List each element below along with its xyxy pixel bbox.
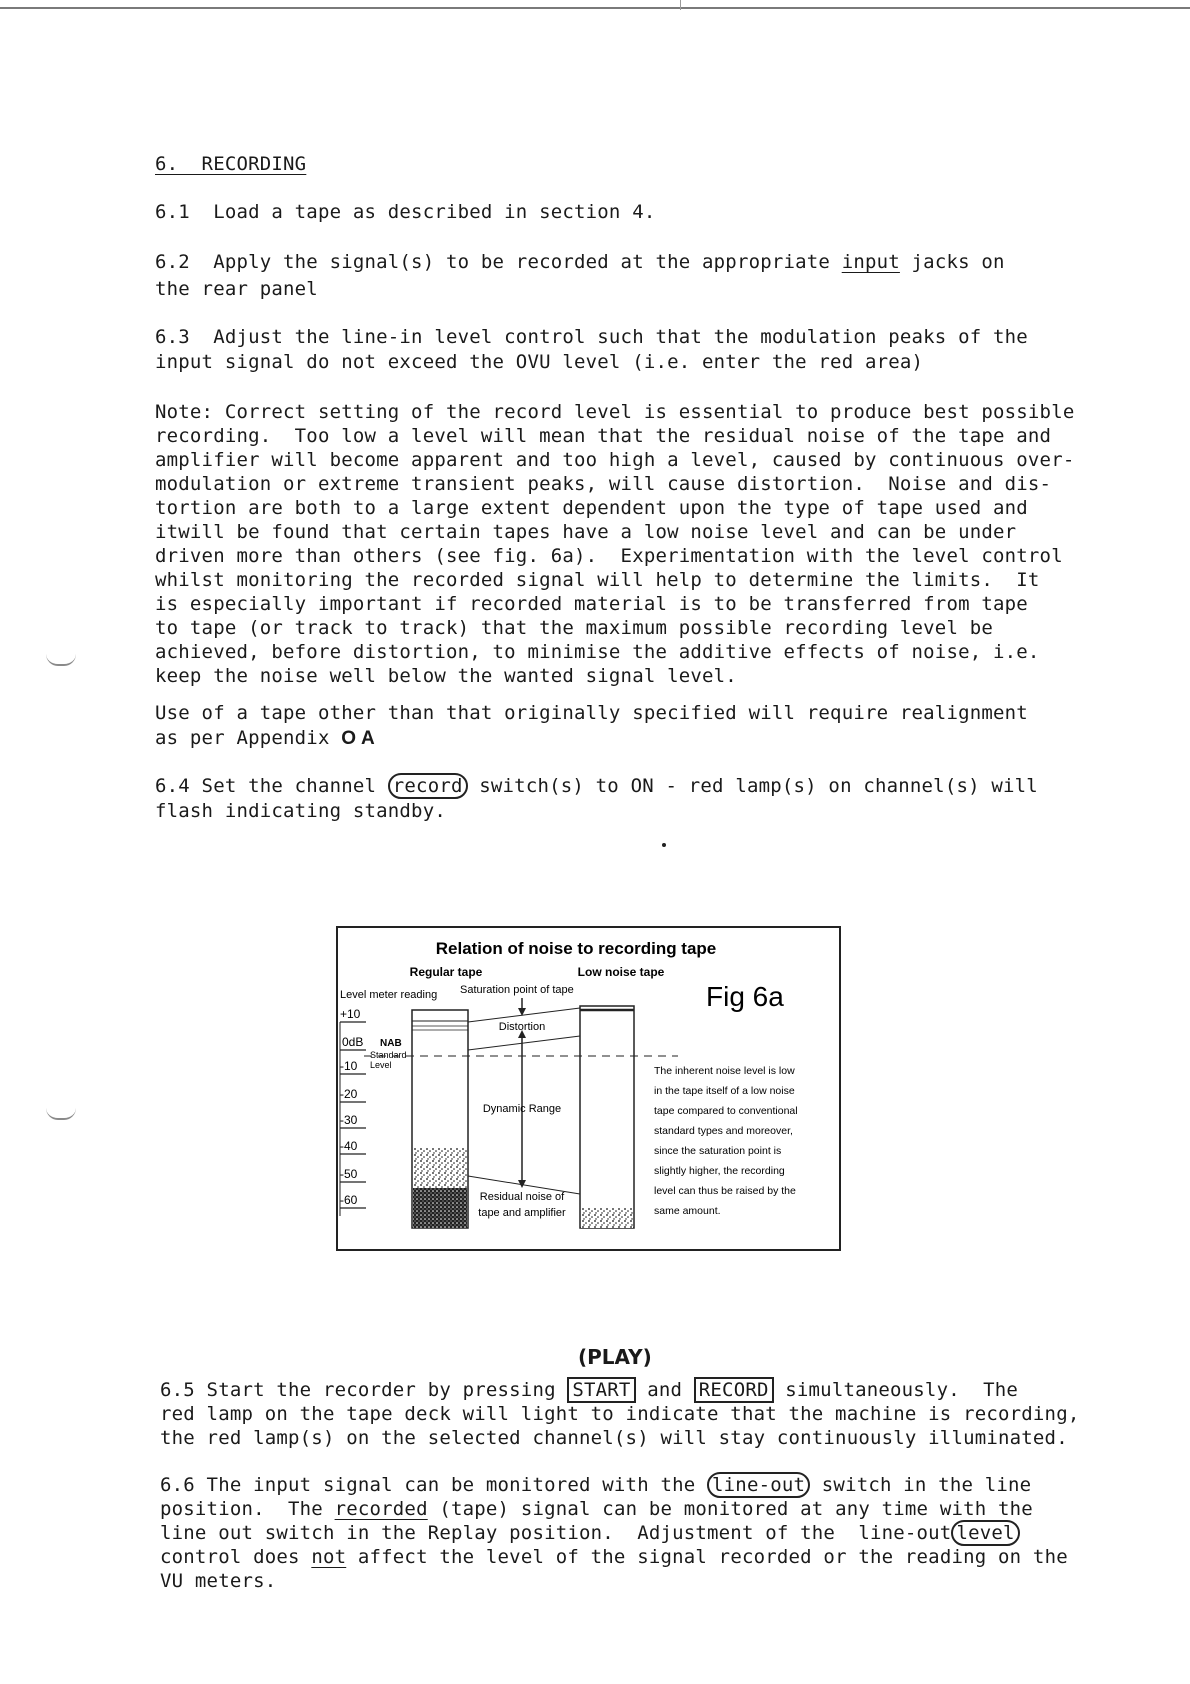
- step-6-5-and: and: [635, 1379, 694, 1401]
- figure-6a-diagram: [336, 926, 841, 1251]
- input-underlined: input: [841, 251, 900, 273]
- note-line: driven more than others (see fig. 6a). Experimentation with the level control: [155, 545, 1063, 567]
- step-6-5-line-2: red lamp on the tape deck will light to indicate that the machine is recording,: [160, 1403, 1080, 1425]
- recorded-underlined: recorded: [334, 1498, 428, 1520]
- scan-top-edge: [0, 7, 1190, 9]
- step-6-4-line-1: [155, 774, 1038, 798]
- appendix-reference: O A: [341, 728, 375, 749]
- note-line: to tape (or track to track) that the maximum possible recording level be: [155, 617, 994, 639]
- figure-caption-line: since the saturation point is: [654, 1145, 782, 1157]
- level-control-oval: level: [951, 1520, 1019, 1546]
- line-out-switch-oval: line-out: [707, 1472, 810, 1498]
- figure-title: Relation of noise to recording tape: [435, 939, 717, 958]
- scale-label: -10: [340, 1059, 358, 1073]
- scale-label: -30: [340, 1113, 358, 1127]
- step-6-5-line-1: [160, 1378, 1018, 1402]
- step-6-3-line-2: input signal do not exceed the OVU level (i.e. enter the red area): [155, 351, 924, 373]
- step-6-6-l2-text: position. The: [160, 1498, 335, 1520]
- nab-label: NAB: [380, 1038, 402, 1049]
- scale-label: -60: [340, 1193, 358, 1207]
- figure-caption-line: in the tape itself of a low noise: [654, 1085, 795, 1097]
- realignment-text: as per Appendix: [155, 727, 342, 749]
- record-switch-oval: record: [388, 773, 468, 799]
- note-line: keep the noise well below the wanted signal level.: [155, 665, 737, 687]
- fig-6a-handwritten-label: Fig 6a: [706, 981, 784, 1012]
- distortion-label: Distortion: [498, 1021, 546, 1033]
- start-key-box: START: [567, 1377, 635, 1403]
- step-6-2-text: 6.2 Apply the signal(s) to be recorded at the appropriate: [155, 251, 842, 273]
- step-6-6-text: 6.6 The input signal can be monitored with the: [160, 1474, 708, 1496]
- step-6-5-line-3: the red lamp(s) on the selected channel(s) will stay continuously illuminated.: [160, 1427, 1068, 1449]
- scale-label: +10: [340, 1007, 361, 1021]
- note-line: recording. Too low a level will mean that the residual noise of the tape and: [155, 425, 1052, 447]
- dynamic-range-label: Dynamic Range: [482, 1103, 562, 1115]
- stray-dot: [662, 843, 666, 847]
- step-6-5-text: 6.5 Start the recorder by pressing: [160, 1379, 568, 1401]
- step-6-6-line-1: [160, 1473, 1031, 1497]
- regular-tape-column: [412, 1010, 468, 1228]
- step-6-4-text-end: switch(s) to ON - red lamp(s) on channel(s) will: [467, 775, 1038, 797]
- not-underlined: not: [311, 1546, 347, 1568]
- note-line: achieved, before distortion, to minimise the additive effects of noise, i.e.: [155, 641, 1040, 663]
- standard-level-label: Level: [370, 1060, 392, 1070]
- step-6-2-line-2: the rear panel: [155, 278, 318, 300]
- step-6-6-line-3: [160, 1521, 1020, 1545]
- realignment-line-2: [155, 726, 375, 751]
- section-heading: 6. RECORDING: [155, 153, 307, 175]
- note-line: tortion are both to a large extent dependent upon the type of tape used and: [155, 497, 1028, 519]
- punch-hole-mark-upper: [46, 654, 76, 666]
- scale-label: -50: [340, 1167, 358, 1181]
- step-6-6-text-end: switch in the line: [810, 1474, 1032, 1496]
- punch-hole-mark-lower: [46, 1108, 76, 1120]
- note-line: is especially important if recorded material is to be transferred from tape: [155, 593, 1028, 615]
- saturation-point-label: Saturation point of tape: [460, 984, 574, 996]
- note-line: Note: Correct setting of the record level is essential to produce best possible: [155, 401, 1075, 423]
- record-key-box: RECORD: [694, 1377, 774, 1403]
- realignment-line-1: Use of a tape other than that originally specified will require realignment: [155, 702, 1028, 724]
- scale-label: -20: [340, 1087, 358, 1101]
- scan-top-tick: [680, 0, 681, 10]
- figure-caption-line: tape compared to conventional: [654, 1105, 798, 1117]
- step-6-5-text-end: simultaneously. The: [773, 1379, 1019, 1401]
- figure-caption-line: standard types and moreover,: [654, 1125, 793, 1137]
- figure-caption-line: slightly higher, the recording: [654, 1165, 785, 1177]
- step-6-6-line-4: [160, 1545, 1068, 1569]
- residual-noise-label-line-1: Residual noise of: [479, 1191, 565, 1203]
- step-6-3-line-1: 6.3 Adjust the line-in level control such that the modulation peaks of the: [155, 326, 1028, 348]
- regular-tape-label: Regular tape: [409, 965, 483, 979]
- figure-caption-line: same amount.: [654, 1205, 721, 1217]
- step-6-6-l2-text-end: (tape) signal can be monitored at any time with the: [427, 1498, 1033, 1520]
- step-6-6-line-5: VU meters.: [160, 1570, 277, 1592]
- step-6-6-l4-text-end: affect the level of the signal recorded or the reading on the: [346, 1546, 1068, 1568]
- level-meter-reading-label: Level meter reading: [340, 989, 438, 1001]
- scale-label: 0dB: [342, 1035, 364, 1049]
- note-line: whilst monitoring the recorded signal will help to determine the limits. It: [155, 569, 1040, 591]
- note-line: modulation or extreme transient peaks, will cause distortion. Noise and dis-: [155, 473, 1052, 495]
- step-6-6-line-2: [160, 1497, 1033, 1521]
- step-6-4-text: 6.4 Set the channel: [155, 775, 388, 797]
- low-noise-tape-column: [580, 1006, 634, 1228]
- step-6-6-l4-text: control does: [160, 1546, 312, 1568]
- low-noise-tape-label: Low noise tape: [577, 965, 665, 979]
- figure-caption-line: level can thus be raised by the: [654, 1185, 796, 1197]
- scale-label: -40: [340, 1139, 358, 1153]
- step-6-6-l3-text: line out switch in the Replay position. Adjustment of the line-out: [160, 1522, 952, 1544]
- note-line: amplifier will become apparent and too high a level, caused by continuous over-: [155, 449, 1075, 471]
- residual-noise-label-line-2: tape and amplifier: [478, 1207, 566, 1219]
- figure-6a: [336, 926, 841, 1251]
- figure-caption-line: The inherent noise level is low: [654, 1065, 795, 1077]
- standard-label: Standard: [370, 1050, 407, 1060]
- note-line: itwill be found that certain tapes have a low noise level and can be under: [155, 521, 1017, 543]
- step-6-4-line-2: flash indicating standby.: [155, 800, 446, 822]
- step-6-1: 6.1 Load a tape as described in section 4.: [155, 201, 656, 223]
- step-6-2-text-end: jacks on: [899, 251, 1005, 273]
- play-handwritten-note: (PLAY): [578, 1345, 652, 1369]
- step-6-2-line-1: [155, 250, 1005, 274]
